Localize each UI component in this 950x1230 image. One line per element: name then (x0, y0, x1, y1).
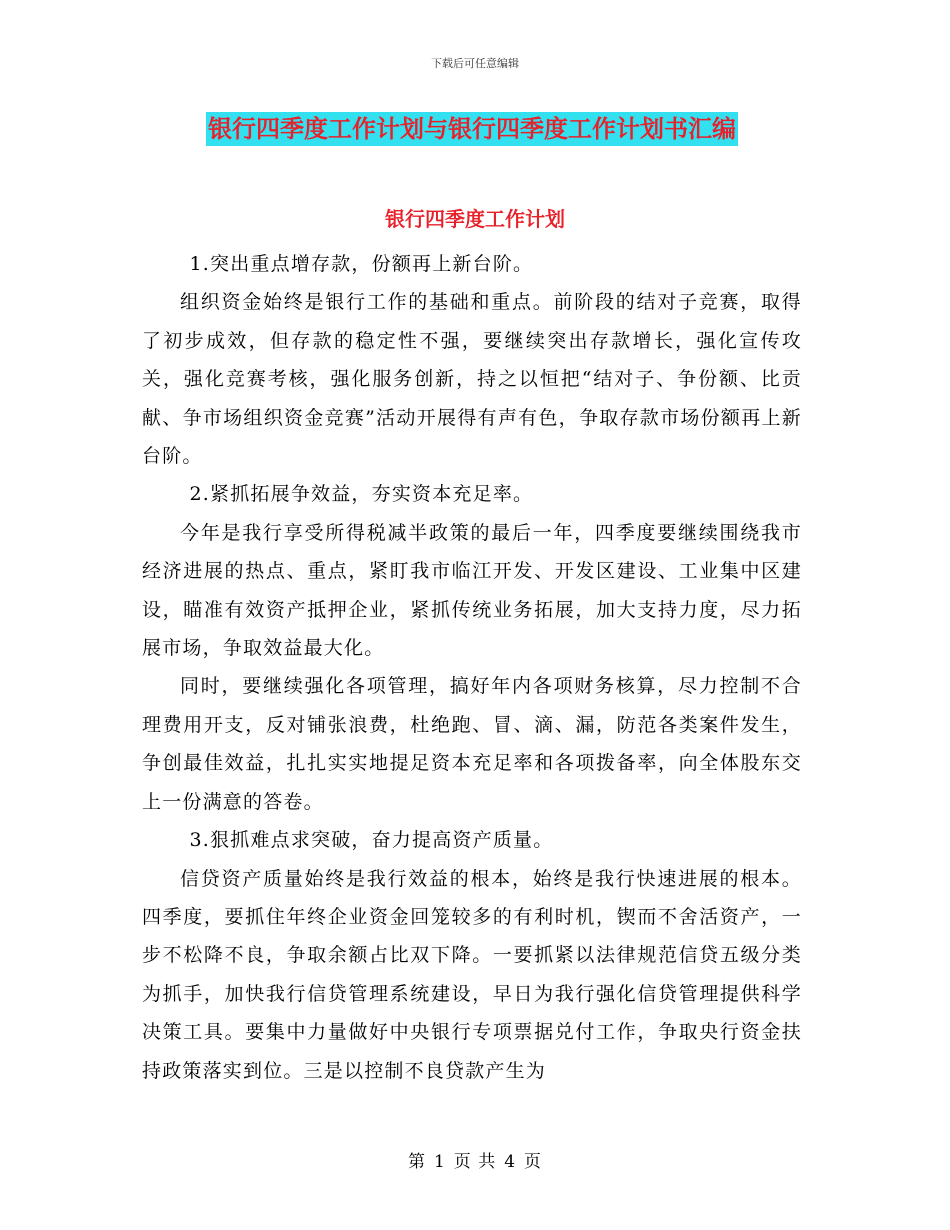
document-body (142, 245, 802, 1090)
paragraph-item-2: 2.紧抓拓展争效益，夯实资本充足率。 (189, 483, 534, 506)
section-title: 银行四季度工作计划 (385, 207, 565, 231)
paragraph: 同时，要继续强化各项管理，搞好年内各项财务核算，尽力控制不合理费用开支，反对铺张浪费，杜绝跑、冒、滴、漏，防范各类案件发生，争创最佳效益，扎扎实实地提足资本充足率和各项拨备率，向全体股东交上一份满意的答卷。 (142, 675, 802, 813)
footer-prefix: 第 (407, 1152, 426, 1172)
header-note: 下载后可任意编辑 (431, 57, 519, 70)
paragraph-item-3: 3.狠抓难点求突破，奋力提高资产质量。 (189, 829, 554, 852)
paragraph: 今年是我行享受所得税减半政策的最后一年，四季度要继续围绕我市经济进展的热点、重点，紧盯我市临江开发、开发区建设、工业集中区建设，瞄准有效资产抵押企业，紧抓传统业务拓展，加大支持力度，尽力拓展市场，争取效益最大化。 (142, 521, 802, 660)
paragraph: 组织资金始终是银行工作的基础和重点。前阶段的结对子竞赛，取得了初步成效，但存款的稳定性不强，要继续突出存款增长，强化宣传攻关，强化竞赛考核，强化服务创新，持之以恒把“结对子、争份额、比贡献、争市场组织资金竞赛”活动开展得有声有色，争取存款市场份额再上新台阶。 (142, 291, 802, 468)
document-title: 银行四季度工作计划与银行四季度工作计划书汇编 (206, 112, 738, 146)
page-number: 1 (433, 1152, 446, 1172)
footer-middle: 页 共 (453, 1152, 497, 1172)
footer-suffix: 页 (524, 1152, 543, 1172)
page-footer (0, 1147, 950, 1172)
paragraph: 信贷资产质量始终是我行效益的根本，始终是我行快速进展的根本。四季度，要抓住年终企业资金回笼较多的有利时机，锲而不舍活资产，一步不松降不良，争取余额占比双下降。一要抓紧以法律规范信贷五级分类为抓手，加快我行信贷管理系统建设，早日为我行强化信贷管理提供科学决策工具。要集中力量做好中央银行专项票据兑付工作，争取央行资金扶持政策落实到位。三是以控制不良贷款产生为 (142, 867, 802, 1082)
total-pages: 4 (504, 1152, 517, 1172)
paragraph-item-1: 1.突出重点增存款，份额再上新台阶。 (189, 253, 534, 275)
